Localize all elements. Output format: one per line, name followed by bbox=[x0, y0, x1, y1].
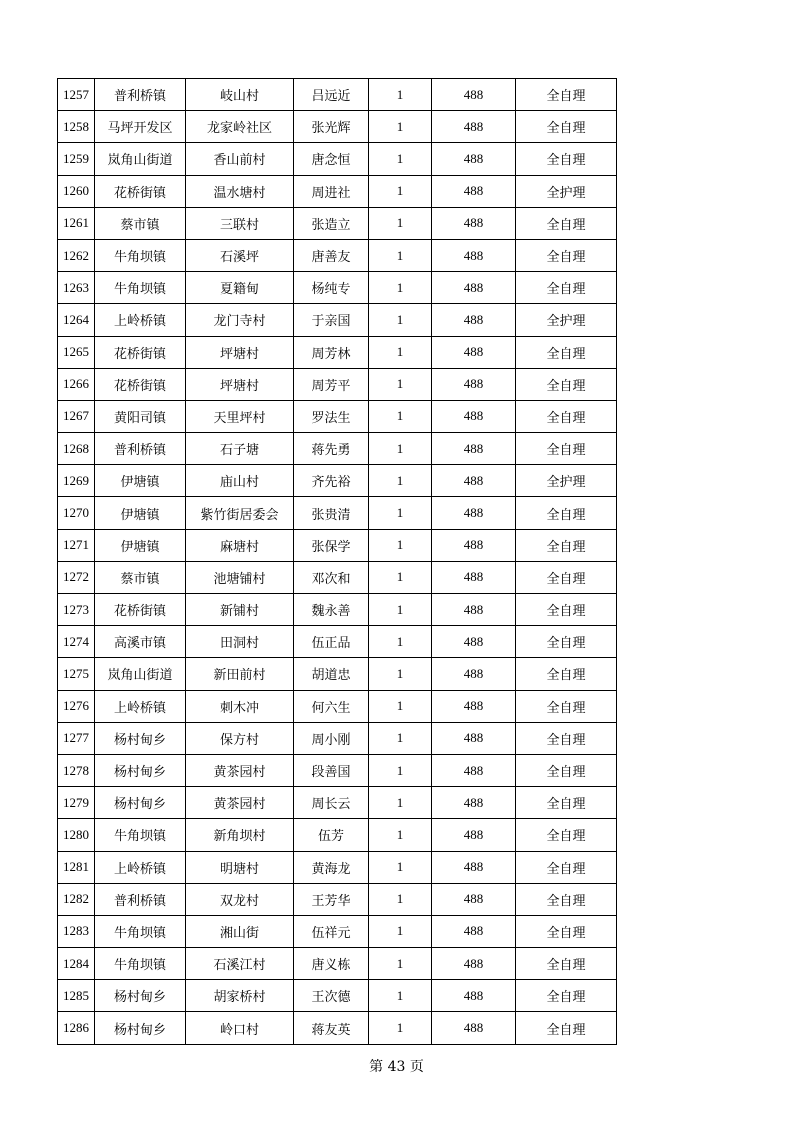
cell-care-type: 全自理 bbox=[516, 336, 617, 368]
cell-person-name: 张保学 bbox=[294, 529, 369, 561]
cell-row-number: 1259 bbox=[58, 143, 95, 175]
cell-count: 1 bbox=[369, 143, 432, 175]
cell-amount: 488 bbox=[432, 400, 516, 432]
cell-town: 牛角坝镇 bbox=[95, 948, 186, 980]
cell-amount: 488 bbox=[432, 754, 516, 786]
cell-amount: 488 bbox=[432, 626, 516, 658]
cell-town: 花桥街镇 bbox=[95, 368, 186, 400]
table-row bbox=[58, 529, 617, 561]
cell-care-type: 全自理 bbox=[516, 433, 617, 465]
cell-care-type: 全自理 bbox=[516, 754, 617, 786]
table-row bbox=[58, 722, 617, 754]
cell-count: 1 bbox=[369, 626, 432, 658]
table-row bbox=[58, 497, 617, 529]
cell-town: 岚角山街道 bbox=[95, 658, 186, 690]
cell-town: 牛角坝镇 bbox=[95, 819, 186, 851]
cell-person-name: 周小刚 bbox=[294, 722, 369, 754]
cell-care-type: 全自理 bbox=[516, 79, 617, 111]
cell-village: 龙家岭社区 bbox=[186, 111, 294, 143]
cell-amount: 488 bbox=[432, 143, 516, 175]
cell-person-name: 王次德 bbox=[294, 980, 369, 1012]
cell-count: 1 bbox=[369, 980, 432, 1012]
table-row bbox=[58, 690, 617, 722]
cell-row-number: 1260 bbox=[58, 175, 95, 207]
cell-count: 1 bbox=[369, 948, 432, 980]
table-row bbox=[58, 915, 617, 947]
cell-row-number: 1271 bbox=[58, 529, 95, 561]
cell-amount: 488 bbox=[432, 851, 516, 883]
cell-care-type: 全自理 bbox=[516, 594, 617, 626]
cell-care-type: 全自理 bbox=[516, 787, 617, 819]
cell-village: 岭口村 bbox=[186, 1012, 294, 1044]
cell-count: 1 bbox=[369, 883, 432, 915]
cell-care-type: 全自理 bbox=[516, 239, 617, 271]
cell-care-type: 全自理 bbox=[516, 529, 617, 561]
cell-person-name: 伍祥元 bbox=[294, 915, 369, 947]
cell-count: 1 bbox=[369, 465, 432, 497]
table-row bbox=[58, 851, 617, 883]
cell-town: 普利桥镇 bbox=[95, 883, 186, 915]
cell-care-type: 全自理 bbox=[516, 948, 617, 980]
cell-town: 高溪市镇 bbox=[95, 626, 186, 658]
cell-care-type: 全自理 bbox=[516, 111, 617, 143]
cell-person-name: 张光辉 bbox=[294, 111, 369, 143]
cell-amount: 488 bbox=[432, 239, 516, 271]
records-table-body bbox=[58, 79, 617, 1045]
cell-amount: 488 bbox=[432, 272, 516, 304]
cell-amount: 488 bbox=[432, 883, 516, 915]
cell-person-name: 唐念恒 bbox=[294, 143, 369, 175]
cell-village: 龙门寺村 bbox=[186, 304, 294, 336]
cell-row-number: 1268 bbox=[58, 433, 95, 465]
cell-care-type: 全自理 bbox=[516, 400, 617, 432]
cell-person-name: 胡道忠 bbox=[294, 658, 369, 690]
cell-person-name: 伍芳 bbox=[294, 819, 369, 851]
cell-amount: 488 bbox=[432, 980, 516, 1012]
cell-town: 花桥街镇 bbox=[95, 175, 186, 207]
table-row bbox=[58, 980, 617, 1012]
cell-count: 1 bbox=[369, 207, 432, 239]
cell-care-type: 全护理 bbox=[516, 465, 617, 497]
cell-care-type: 全自理 bbox=[516, 1012, 617, 1044]
cell-person-name: 周芳平 bbox=[294, 368, 369, 400]
table-row bbox=[58, 883, 617, 915]
cell-care-type: 全自理 bbox=[516, 722, 617, 754]
cell-care-type: 全自理 bbox=[516, 980, 617, 1012]
table-row bbox=[58, 626, 617, 658]
table-row bbox=[58, 272, 617, 304]
cell-village: 湘山街 bbox=[186, 915, 294, 947]
cell-count: 1 bbox=[369, 111, 432, 143]
cell-town: 蔡市镇 bbox=[95, 561, 186, 593]
cell-count: 1 bbox=[369, 561, 432, 593]
cell-amount: 488 bbox=[432, 207, 516, 239]
cell-count: 1 bbox=[369, 239, 432, 271]
cell-amount: 488 bbox=[432, 787, 516, 819]
cell-person-name: 周长云 bbox=[294, 787, 369, 819]
cell-person-name: 蒋先勇 bbox=[294, 433, 369, 465]
cell-amount: 488 bbox=[432, 529, 516, 561]
cell-care-type: 全自理 bbox=[516, 851, 617, 883]
cell-village: 坪塘村 bbox=[186, 368, 294, 400]
cell-village: 田洞村 bbox=[186, 626, 294, 658]
cell-person-name: 何六生 bbox=[294, 690, 369, 722]
cell-town: 上岭桥镇 bbox=[95, 851, 186, 883]
table-row bbox=[58, 433, 617, 465]
cell-row-number: 1264 bbox=[58, 304, 95, 336]
cell-care-type: 全自理 bbox=[516, 690, 617, 722]
table-row bbox=[58, 143, 617, 175]
table-row bbox=[58, 561, 617, 593]
records-table bbox=[57, 78, 617, 1045]
cell-village: 香山前村 bbox=[186, 143, 294, 175]
cell-count: 1 bbox=[369, 272, 432, 304]
cell-village: 紫竹街居委会 bbox=[186, 497, 294, 529]
table-row bbox=[58, 336, 617, 368]
cell-amount: 488 bbox=[432, 497, 516, 529]
cell-person-name: 黄海龙 bbox=[294, 851, 369, 883]
cell-row-number: 1272 bbox=[58, 561, 95, 593]
table-row bbox=[58, 948, 617, 980]
cell-village: 胡家桥村 bbox=[186, 980, 294, 1012]
cell-care-type: 全自理 bbox=[516, 368, 617, 400]
cell-town: 伊塘镇 bbox=[95, 497, 186, 529]
cell-person-name: 杨纯专 bbox=[294, 272, 369, 304]
cell-count: 1 bbox=[369, 304, 432, 336]
cell-village: 石溪江村 bbox=[186, 948, 294, 980]
cell-person-name: 段善国 bbox=[294, 754, 369, 786]
cell-town: 花桥街镇 bbox=[95, 336, 186, 368]
table-row bbox=[58, 304, 617, 336]
table-row bbox=[58, 754, 617, 786]
cell-count: 1 bbox=[369, 400, 432, 432]
cell-village: 三联村 bbox=[186, 207, 294, 239]
cell-person-name: 张造立 bbox=[294, 207, 369, 239]
cell-care-type: 全自理 bbox=[516, 497, 617, 529]
cell-row-number: 1258 bbox=[58, 111, 95, 143]
cell-amount: 488 bbox=[432, 915, 516, 947]
cell-village: 夏籍甸 bbox=[186, 272, 294, 304]
cell-amount: 488 bbox=[432, 561, 516, 593]
cell-row-number: 1257 bbox=[58, 79, 95, 111]
cell-village: 池塘铺村 bbox=[186, 561, 294, 593]
cell-person-name: 伍正品 bbox=[294, 626, 369, 658]
table-row bbox=[58, 1012, 617, 1044]
cell-village: 黄茶园村 bbox=[186, 787, 294, 819]
cell-person-name: 魏永善 bbox=[294, 594, 369, 626]
cell-count: 1 bbox=[369, 336, 432, 368]
cell-row-number: 1265 bbox=[58, 336, 95, 368]
cell-row-number: 1270 bbox=[58, 497, 95, 529]
table-row bbox=[58, 207, 617, 239]
table-row bbox=[58, 239, 617, 271]
cell-row-number: 1274 bbox=[58, 626, 95, 658]
cell-village: 双龙村 bbox=[186, 883, 294, 915]
cell-row-number: 1273 bbox=[58, 594, 95, 626]
cell-row-number: 1280 bbox=[58, 819, 95, 851]
table-row bbox=[58, 400, 617, 432]
cell-town: 杨村甸乡 bbox=[95, 980, 186, 1012]
cell-row-number: 1283 bbox=[58, 915, 95, 947]
cell-row-number: 1262 bbox=[58, 239, 95, 271]
cell-amount: 488 bbox=[432, 1012, 516, 1044]
cell-person-name: 王芳华 bbox=[294, 883, 369, 915]
cell-care-type: 全自理 bbox=[516, 915, 617, 947]
cell-town: 杨村甸乡 bbox=[95, 722, 186, 754]
table-row bbox=[58, 111, 617, 143]
cell-town: 岚角山街道 bbox=[95, 143, 186, 175]
cell-town: 上岭桥镇 bbox=[95, 304, 186, 336]
cell-care-type: 全自理 bbox=[516, 561, 617, 593]
cell-amount: 488 bbox=[432, 336, 516, 368]
cell-village: 新铺村 bbox=[186, 594, 294, 626]
table-row bbox=[58, 787, 617, 819]
cell-town: 杨村甸乡 bbox=[95, 787, 186, 819]
cell-care-type: 全自理 bbox=[516, 658, 617, 690]
table-row bbox=[58, 658, 617, 690]
cell-village: 坪塘村 bbox=[186, 336, 294, 368]
cell-village: 石溪坪 bbox=[186, 239, 294, 271]
cell-care-type: 全自理 bbox=[516, 819, 617, 851]
cell-amount: 488 bbox=[432, 594, 516, 626]
cell-amount: 488 bbox=[432, 304, 516, 336]
cell-count: 1 bbox=[369, 497, 432, 529]
cell-count: 1 bbox=[369, 368, 432, 400]
cell-row-number: 1277 bbox=[58, 722, 95, 754]
cell-count: 1 bbox=[369, 594, 432, 626]
cell-row-number: 1261 bbox=[58, 207, 95, 239]
cell-town: 普利桥镇 bbox=[95, 433, 186, 465]
cell-amount: 488 bbox=[432, 690, 516, 722]
cell-amount: 488 bbox=[432, 722, 516, 754]
cell-village: 刺木冲 bbox=[186, 690, 294, 722]
cell-village: 新田前村 bbox=[186, 658, 294, 690]
cell-care-type: 全自理 bbox=[516, 626, 617, 658]
cell-village: 新角坝村 bbox=[186, 819, 294, 851]
cell-row-number: 1276 bbox=[58, 690, 95, 722]
cell-care-type: 全自理 bbox=[516, 207, 617, 239]
cell-person-name: 周芳林 bbox=[294, 336, 369, 368]
cell-row-number: 1269 bbox=[58, 465, 95, 497]
cell-person-name: 蒋友英 bbox=[294, 1012, 369, 1044]
cell-person-name: 张贵清 bbox=[294, 497, 369, 529]
cell-amount: 488 bbox=[432, 819, 516, 851]
table-row bbox=[58, 79, 617, 111]
cell-count: 1 bbox=[369, 787, 432, 819]
cell-amount: 488 bbox=[432, 658, 516, 690]
table-row bbox=[58, 465, 617, 497]
cell-amount: 488 bbox=[432, 111, 516, 143]
cell-town: 牛角坝镇 bbox=[95, 272, 186, 304]
cell-care-type: 全自理 bbox=[516, 883, 617, 915]
cell-village: 庙山村 bbox=[186, 465, 294, 497]
cell-count: 1 bbox=[369, 851, 432, 883]
cell-amount: 488 bbox=[432, 79, 516, 111]
cell-town: 杨村甸乡 bbox=[95, 1012, 186, 1044]
cell-person-name: 周进社 bbox=[294, 175, 369, 207]
cell-amount: 488 bbox=[432, 433, 516, 465]
cell-row-number: 1286 bbox=[58, 1012, 95, 1044]
cell-count: 1 bbox=[369, 175, 432, 207]
cell-town: 上岭桥镇 bbox=[95, 690, 186, 722]
cell-person-name: 唐义栋 bbox=[294, 948, 369, 980]
cell-village: 麻塘村 bbox=[186, 529, 294, 561]
cell-care-type: 全自理 bbox=[516, 143, 617, 175]
cell-village: 黄茶园村 bbox=[186, 754, 294, 786]
cell-village: 温水塘村 bbox=[186, 175, 294, 207]
cell-amount: 488 bbox=[432, 368, 516, 400]
table-row bbox=[58, 368, 617, 400]
cell-row-number: 1279 bbox=[58, 787, 95, 819]
cell-count: 1 bbox=[369, 433, 432, 465]
cell-amount: 488 bbox=[432, 465, 516, 497]
cell-count: 1 bbox=[369, 819, 432, 851]
cell-row-number: 1284 bbox=[58, 948, 95, 980]
cell-care-type: 全护理 bbox=[516, 175, 617, 207]
table-row bbox=[58, 819, 617, 851]
cell-care-type: 全自理 bbox=[516, 272, 617, 304]
cell-town: 蔡市镇 bbox=[95, 207, 186, 239]
cell-row-number: 1281 bbox=[58, 851, 95, 883]
cell-village: 岐山村 bbox=[186, 79, 294, 111]
cell-town: 杨村甸乡 bbox=[95, 754, 186, 786]
cell-person-name: 齐先裕 bbox=[294, 465, 369, 497]
cell-person-name: 唐善友 bbox=[294, 239, 369, 271]
cell-count: 1 bbox=[369, 915, 432, 947]
cell-row-number: 1285 bbox=[58, 980, 95, 1012]
cell-person-name: 吕远近 bbox=[294, 79, 369, 111]
cell-town: 伊塘镇 bbox=[95, 529, 186, 561]
cell-person-name: 罗法生 bbox=[294, 400, 369, 432]
cell-person-name: 于亲国 bbox=[294, 304, 369, 336]
cell-count: 1 bbox=[369, 658, 432, 690]
cell-village: 石子塘 bbox=[186, 433, 294, 465]
cell-town: 黄阳司镇 bbox=[95, 400, 186, 432]
cell-row-number: 1263 bbox=[58, 272, 95, 304]
cell-person-name: 邓次和 bbox=[294, 561, 369, 593]
cell-count: 1 bbox=[369, 79, 432, 111]
cell-amount: 488 bbox=[432, 948, 516, 980]
cell-row-number: 1282 bbox=[58, 883, 95, 915]
cell-town: 马坪开发区 bbox=[95, 111, 186, 143]
table-row bbox=[58, 175, 617, 207]
cell-count: 1 bbox=[369, 722, 432, 754]
cell-row-number: 1266 bbox=[58, 368, 95, 400]
cell-village: 天里坪村 bbox=[186, 400, 294, 432]
cell-row-number: 1267 bbox=[58, 400, 95, 432]
cell-town: 花桥街镇 bbox=[95, 594, 186, 626]
cell-row-number: 1278 bbox=[58, 754, 95, 786]
cell-town: 牛角坝镇 bbox=[95, 239, 186, 271]
cell-count: 1 bbox=[369, 754, 432, 786]
table-row bbox=[58, 594, 617, 626]
cell-count: 1 bbox=[369, 690, 432, 722]
cell-row-number: 1275 bbox=[58, 658, 95, 690]
cell-town: 普利桥镇 bbox=[95, 79, 186, 111]
cell-amount: 488 bbox=[432, 175, 516, 207]
cell-count: 1 bbox=[369, 1012, 432, 1044]
cell-town: 牛角坝镇 bbox=[95, 915, 186, 947]
cell-village: 保方村 bbox=[186, 722, 294, 754]
cell-count: 1 bbox=[369, 529, 432, 561]
cell-care-type: 全护理 bbox=[516, 304, 617, 336]
cell-village: 明塘村 bbox=[186, 851, 294, 883]
cell-town: 伊塘镇 bbox=[95, 465, 186, 497]
page-number: 第 43 页 bbox=[369, 1059, 424, 1075]
